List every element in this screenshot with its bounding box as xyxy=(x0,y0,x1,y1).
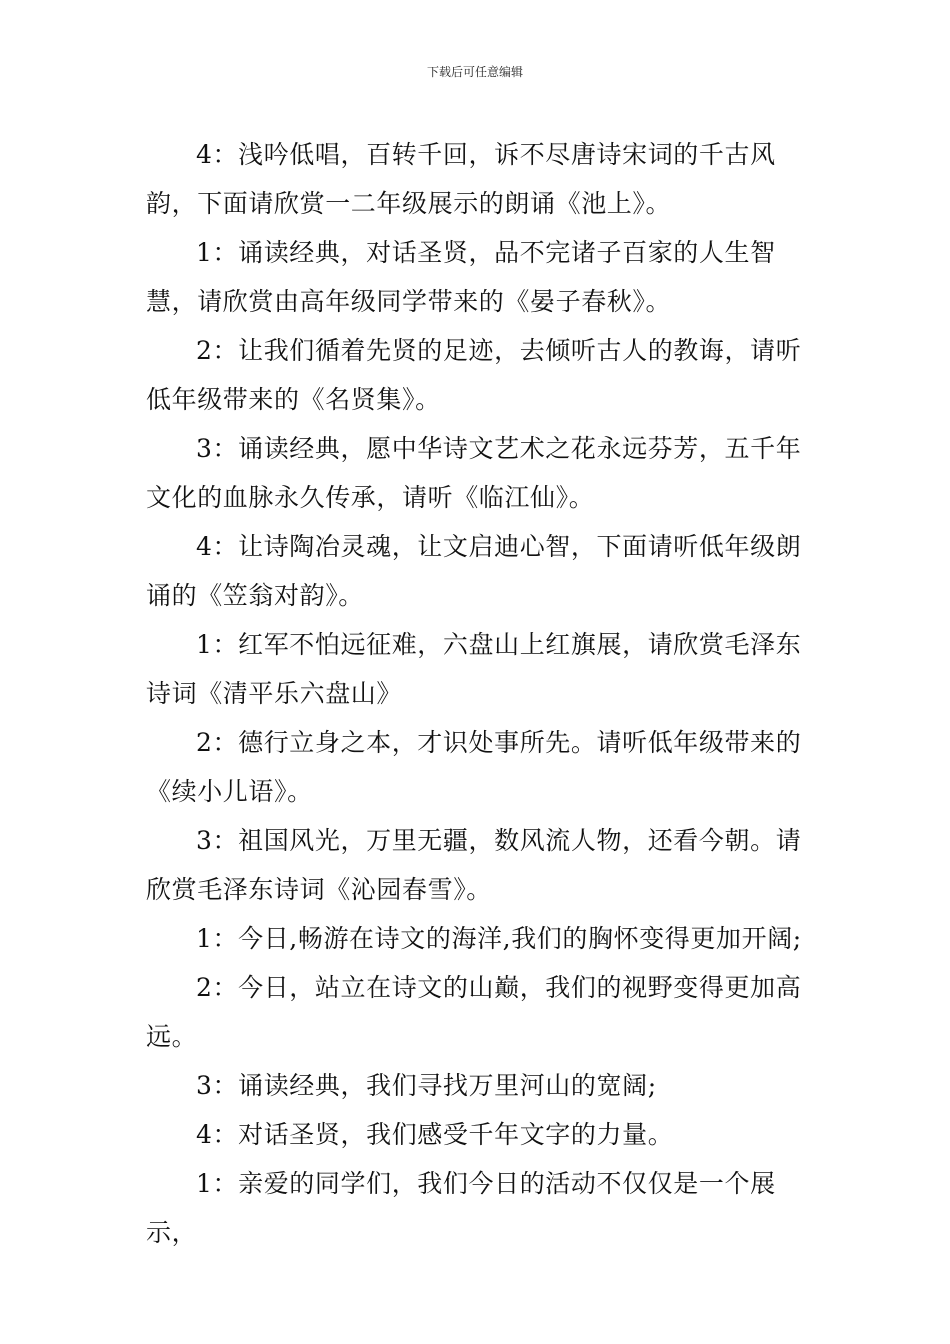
paragraph-6: 1：红军不怕远征难，六盘山上红旗展，请欣赏毛泽东诗词《清平乐六盘山》 xyxy=(146,630,802,708)
paragraph-8: 3：祖国风光，万里无疆，数风流人物，还看今朝。请欣赏毛泽东诗词《沁园春雪》。 xyxy=(146,826,802,904)
paragraph-10: 2：今日，站立在诗文的山巅，我们的视野变得更加高远。 xyxy=(146,973,802,1051)
paragraph-9: 1：今日,畅游在诗文的海洋,我们的胸怀变得更加开阔; xyxy=(196,924,802,953)
paragraph-2: 1：诵读经典，对话圣贤，品不完诸子百家的人生智慧，请欣赏由高年级同学带来的《晏子春秋》。 xyxy=(146,238,776,316)
paragraph-4: 3：诵读经典，愿中华诗文艺术之花永远芬芳，五千年文化的血脉永久传承，请听《临江仙》。 xyxy=(146,434,802,512)
paragraph-12: 4：对话圣贤，我们感受千年文字的力量。 xyxy=(196,1120,674,1149)
paragraph-11: 3：诵读经典，我们寻找万里河山的宽阔; xyxy=(196,1071,657,1100)
page-header: 下载后可任意编辑 xyxy=(426,65,523,79)
paragraph-7: 2：德行立身之本，才识处事所先。请听低年级带来的《续小儿语》。 xyxy=(146,728,802,806)
document-body xyxy=(146,130,822,1257)
paragraph-3: 2：让我们循着先贤的足迹，去倾听古人的教诲，请听低年级带来的《名贤集》。 xyxy=(146,336,802,414)
paragraph-13: 1：亲爱的同学们，我们今日的活动不仅仅是一个展示， xyxy=(146,1169,776,1247)
paragraph-1: 4：浅吟低唱，百转千回，诉不尽唐诗宋词的千古风韵，下面请欣赏一二年级展示的朗诵《池上》。 xyxy=(146,140,776,218)
paragraph-5: 4：让诗陶冶灵魂，让文启迪心智，下面请听低年级朗诵的《笠翁对韵》。 xyxy=(146,532,802,610)
